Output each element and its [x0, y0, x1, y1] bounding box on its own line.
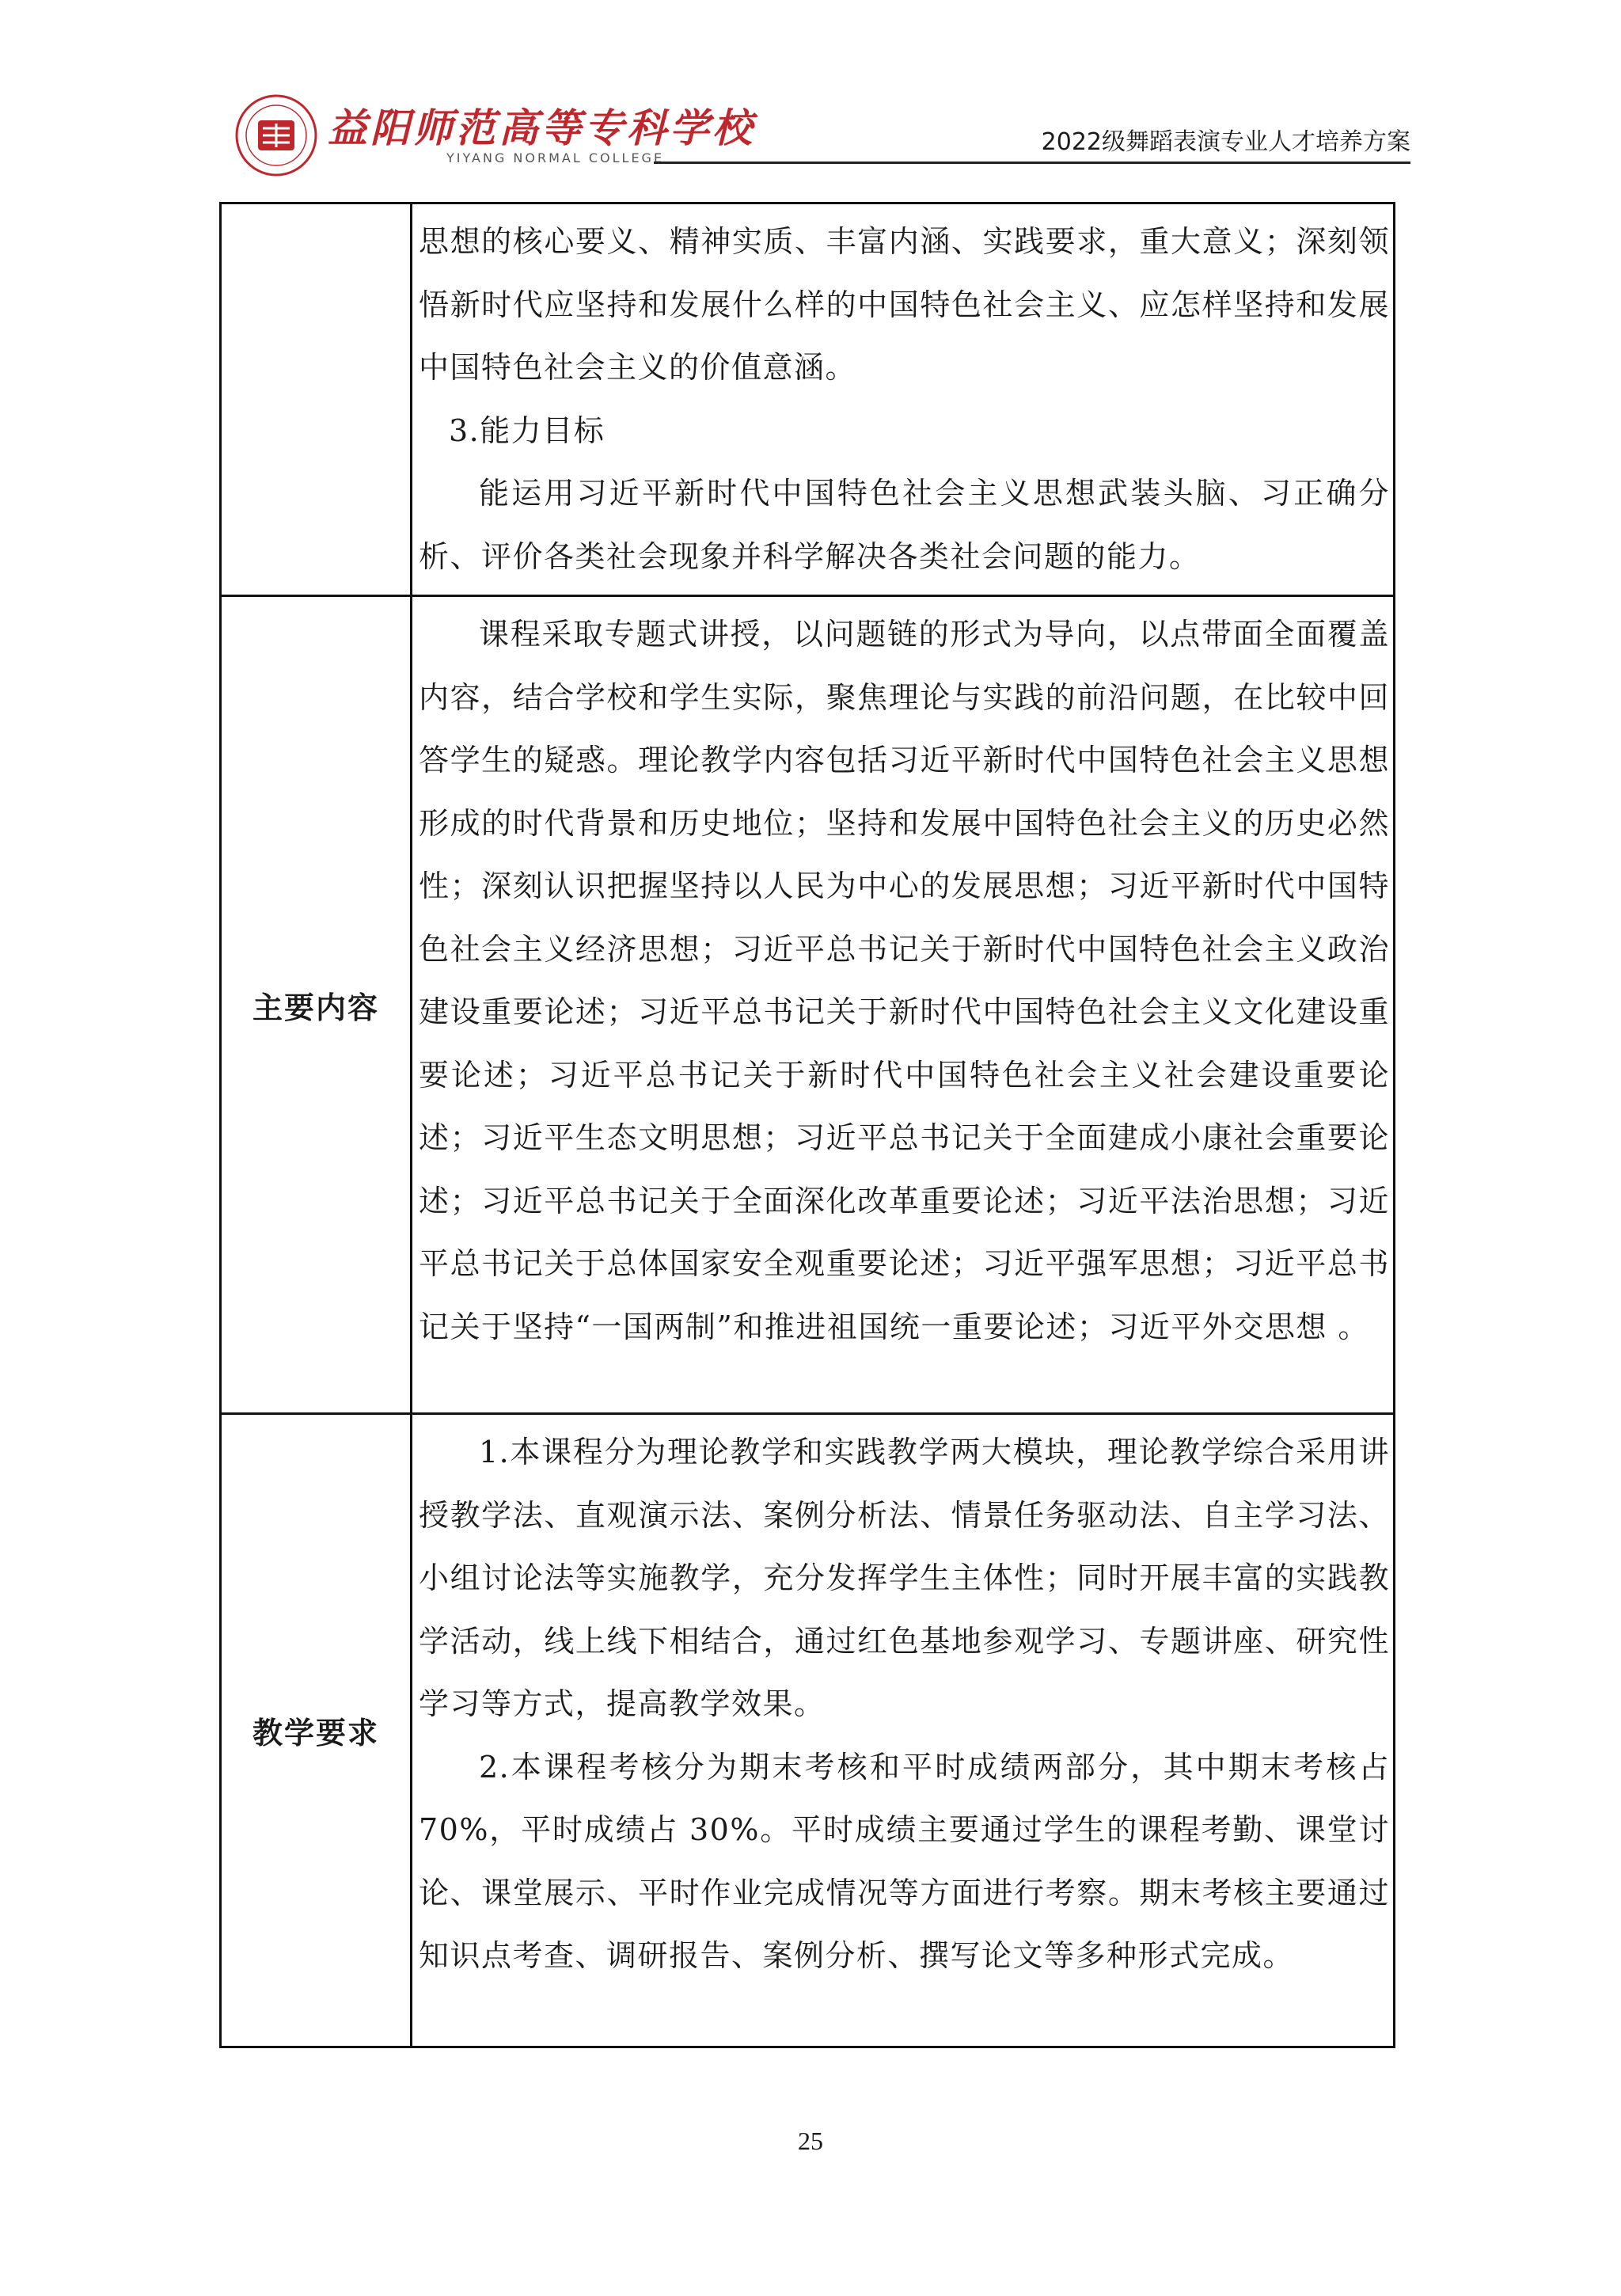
- row-content: [412, 596, 1395, 1414]
- course-info-table: [219, 202, 1395, 2048]
- school-seal-logo: [234, 93, 318, 177]
- paragraph: 思想的核心要义、精神实质、丰富内涵、实践要求，重大意义；深刻领悟新时代应坚持和发展什么样的中国特色社会主义、应怎样坚持和发展中国特色社会主义的价值意涵。: [419, 224, 1390, 385]
- page-number: 25: [798, 2127, 823, 2155]
- paragraph: 能运用习近平新时代中国特色社会主义思想武装头脑、习正确分析、评价各类社会现象并科学解决各类社会问题的能力。: [419, 476, 1390, 574]
- school-name-cn: 益阳师范高等专科学校: [328, 105, 755, 151]
- row-label: [221, 203, 412, 596]
- paragraph: 1.本课程分为理论教学和实践教学两大模块，理论教学综合采用讲授教学法、直观演示法、案例分析法、情景任务驱动法、自主学习法、小组讨论法等实施教学，充分发挥学生主体性；同时开展丰富的实践教学活动，线上线下相结合，通过红色基地参观学习、专题讲座、研究性学习等方式，提高教学效果。: [419, 1435, 1390, 1721]
- row-label: 主要内容: [221, 596, 412, 1414]
- table-row: [221, 596, 1395, 1414]
- row-content: [412, 1414, 1395, 2047]
- document-title: 2022级舞蹈表演专业人才培养方案: [1041, 128, 1410, 156]
- paragraph: 课程采取专题式讲授，以问题链的形式为导向，以点带面全面覆盖内容，结合学校和学生实际，聚焦理论与实践的前沿问题，在比较中回答学生的疑惑。理论教学内容包括习近平新时代中国特色社会主义思想形成的时代背景和历史地位；坚持和发展中国特色社会主义的历史必然性；深刻认识把握坚持以人民为中心的发展思想；习近平新时代中国特色社会主义经济思想；习近平总书记关于新时代中国特色社会主义政治建设重要论述；习近平总书记关于新时代中国特色社会主义文化建设重要论述；习近平总书记关于新时代中国特色社会主义社会建设重要论述；习近平生态文明思想；习近平总书记关于全面建成小康社会重要论述；习近平总书记关于全面深化改革重要论述；习近平法治思想；习近平总书记关于总体国家安全观重要论述；习近平强军思想；习近平总书记关于坚持“一国两制”和推进祖国统一重要论述；习近平外交思想 。: [419, 617, 1390, 1344]
- subheading: 3.能力目标: [449, 412, 606, 448]
- table-row: [221, 1414, 1395, 2047]
- row-content: [412, 203, 1395, 596]
- row-label: 教学要求: [221, 1414, 412, 2047]
- page-header: [234, 93, 1410, 173]
- paragraph: 2.本课程考核分为期末考核和平时成绩两部分，其中期末考核占70%，平时成绩占 30%。平时成绩主要通过学生的课程考勤、课堂讨论、课堂展示、平时作业完成情况等方面进行考察。期末考核主要通过知识点考查、调研报告、案例分析、撰写论文等多种形式完成。: [419, 1749, 1390, 1973]
- table-row: [221, 203, 1395, 596]
- header-rule: [654, 162, 1410, 164]
- school-name-en: YIYANG NORMAL COLLEGE: [446, 150, 665, 165]
